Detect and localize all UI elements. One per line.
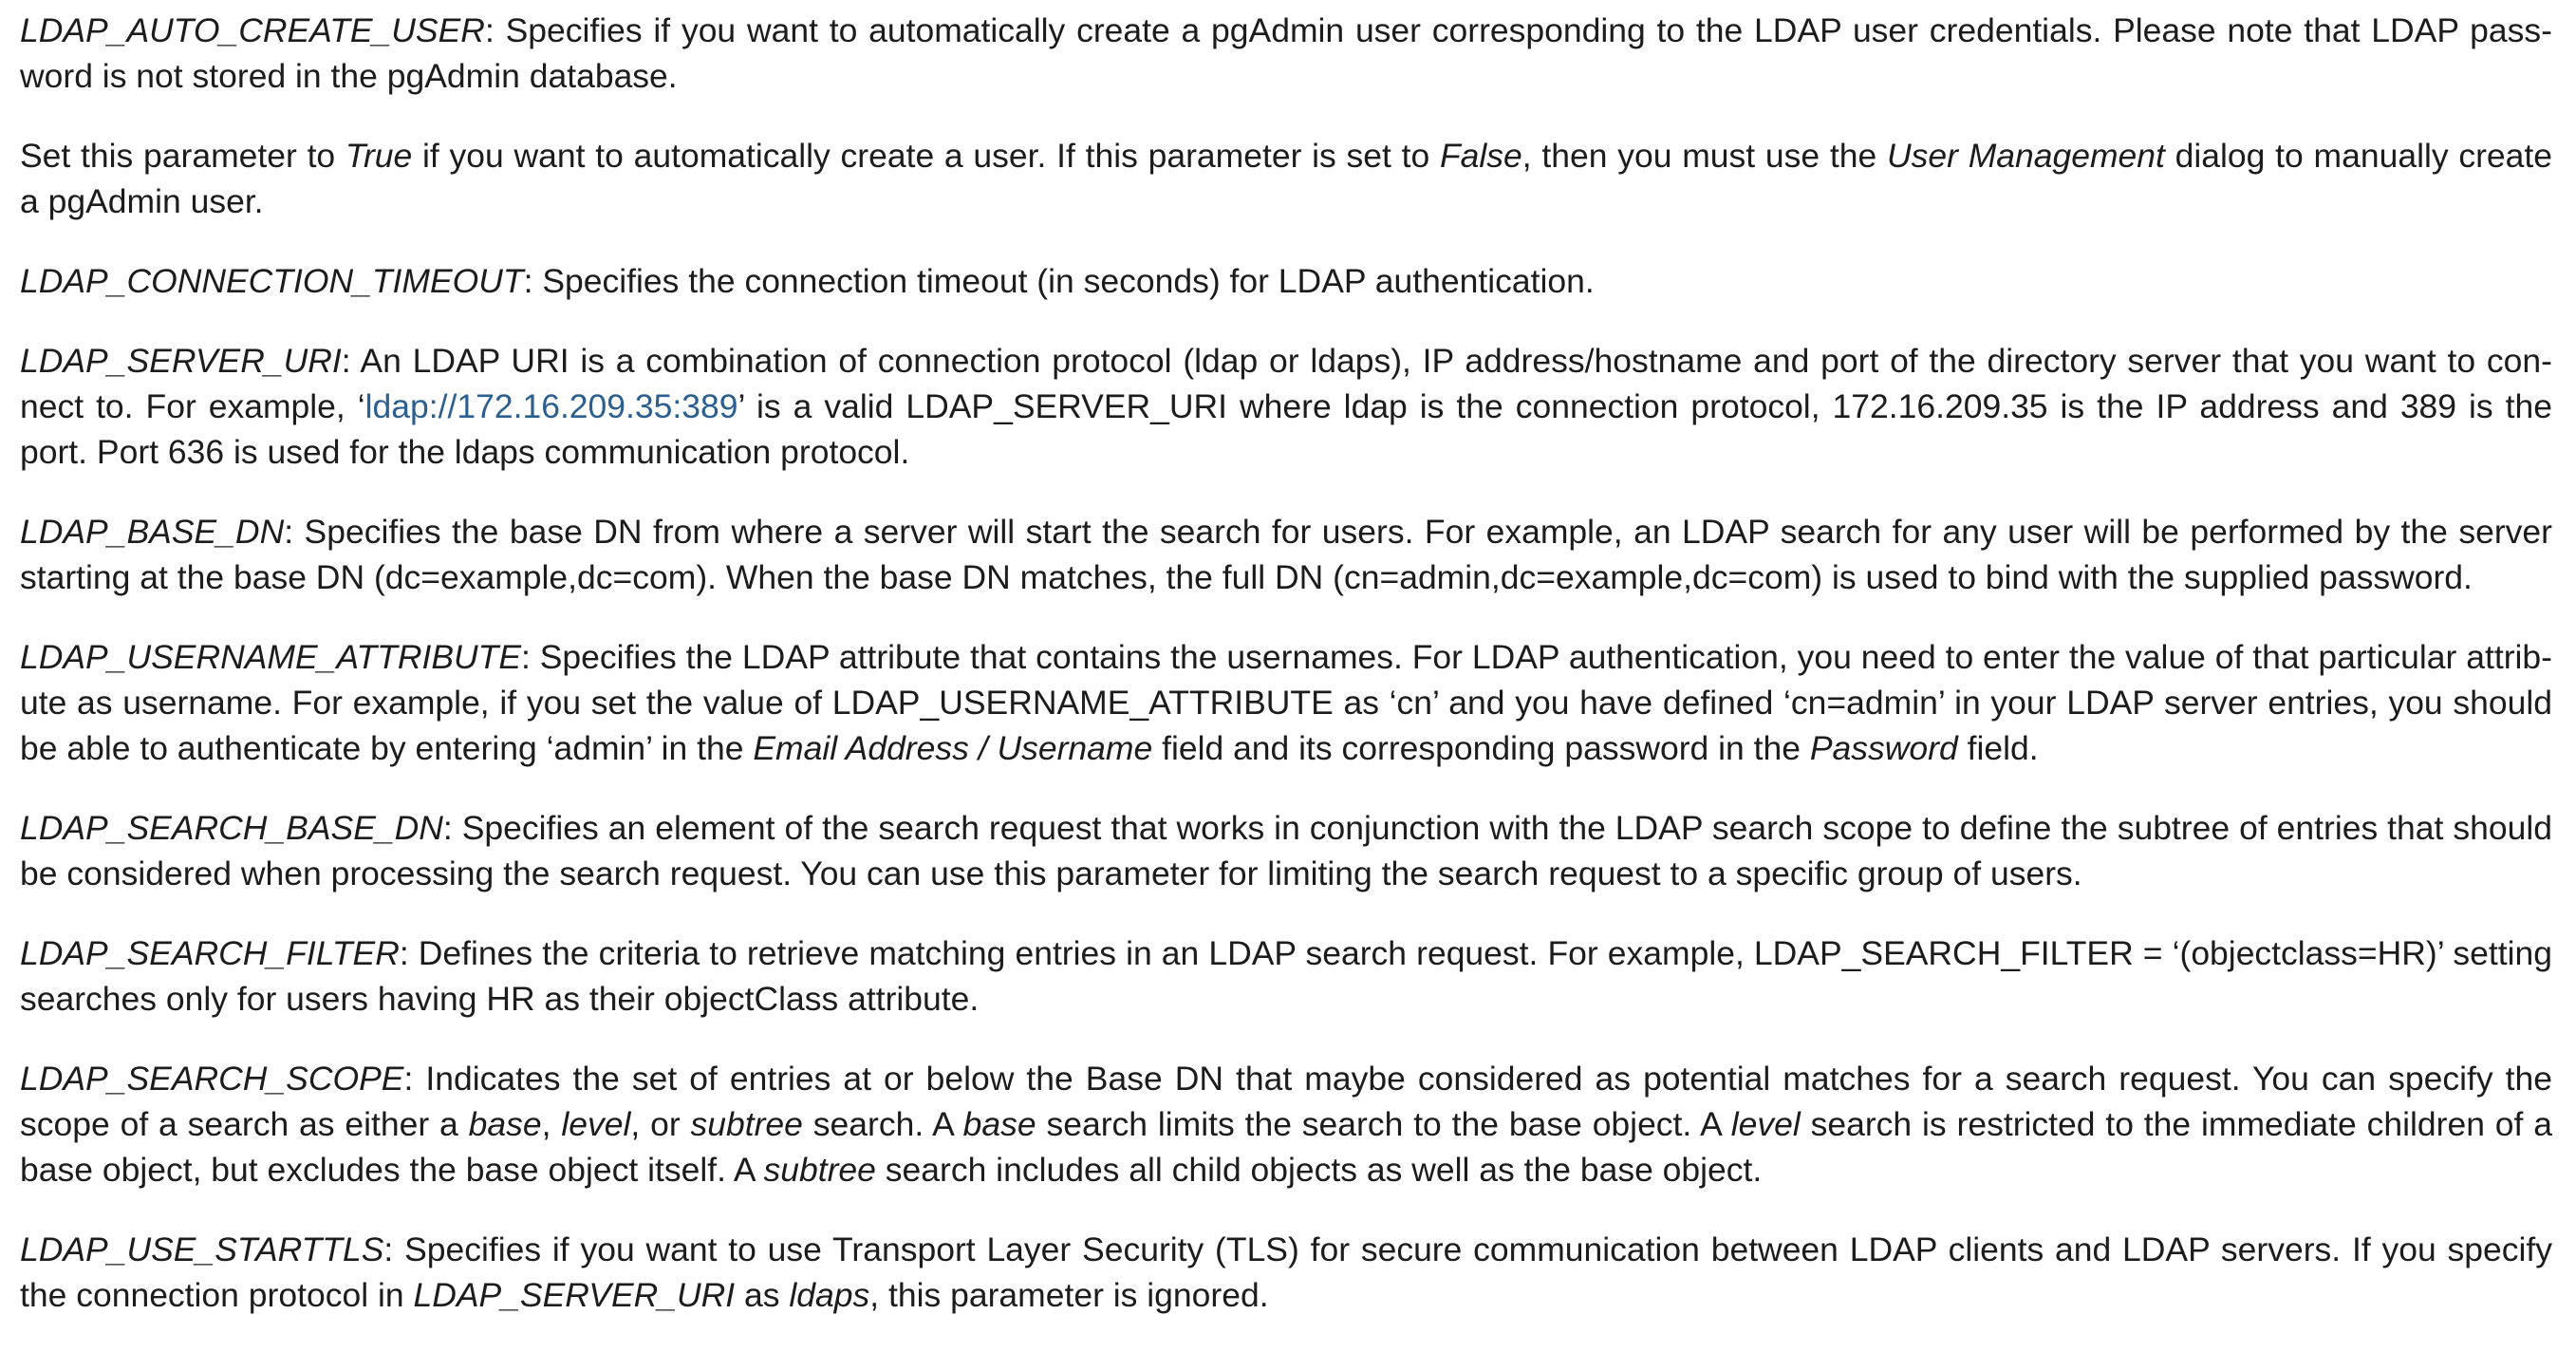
param-name: LDAP_BASE_DN (20, 513, 285, 551)
param-name: LDAP_AUTO_CREATE_USER (20, 11, 485, 49)
ldap-uri-link[interactable]: ldap://172.16.209.35:389 (364, 387, 738, 425)
text-segment: ’ is a valid LDAP_SERVER_URI where ldap is the connection protocol, 172.16.209.35 is the IP address and 389 is the port. Port 636 is used for the ldaps communication protocol. (20, 387, 2552, 471)
emphasis-subtree: subtree (763, 1151, 876, 1189)
text-segment: : Specifies if you want to use Transport Layer Security (TLS) for secure communication between LDAP clients and LDAP servers. If you specify the connection protocol in (20, 1230, 2552, 1314)
emphasis-level: level (561, 1105, 631, 1143)
param-name: LDAP_SEARCH_FILTER (20, 934, 400, 972)
text-segment: field. (1957, 729, 2039, 767)
text-segment: if you want to automatically create a user. If this parameter is set to (412, 137, 1440, 175)
text-segment: search includes all child objects as well as the base object. (875, 1151, 1763, 1189)
paragraph-ldap-auto-create-user (20, 8, 2552, 99)
emphasis-ldap-server-uri: LDAP_SERVER_URI (413, 1276, 736, 1314)
text-segment: as (735, 1276, 790, 1314)
paragraph-ldap-connection-timeout (20, 258, 2552, 304)
param-description: : Specifies the base DN from where a server will start the search for users. For example, an LDAP search for any user will be performed by the server starting at the base DN (dc=example,dc=com). When the base DN matches, the full DN (cn=admin,dc=example,dc=com) is used to bind with the supplied password. (20, 513, 2552, 596)
text-segment: , this parameter is ignored. (869, 1276, 1269, 1314)
param-description: : Specifies if you want to automatically create a pgAdmin user corresponding to the LDAP user credentials. Please note that LDAP password is not stored in the pgAdmin database. (20, 11, 2552, 95)
emphasis-true: True (345, 137, 413, 175)
emphasis-subtree: subtree (690, 1105, 803, 1143)
emphasis-ldaps: ldaps (789, 1276, 870, 1314)
emphasis-base: base (962, 1105, 1036, 1143)
text-segment: , (541, 1105, 562, 1143)
emphasis-user-management: User Management (1887, 137, 2165, 175)
text-segment: search limits the search to the base object. A (1036, 1105, 1731, 1143)
emphasis-level: level (1730, 1105, 1801, 1143)
text-segment: : An LDAP URI is a combination of connection protocol (ldap or ldaps), IP address/hostname and port of the directory server that you want to connect to. For example, ‘ (20, 342, 2552, 425)
param-name: LDAP_CONNECTION_TIMEOUT (20, 262, 524, 300)
text-segment: Set this parameter to (20, 137, 345, 175)
text-segment: , or (630, 1105, 691, 1143)
text-segment: search. A (802, 1105, 963, 1143)
param-description: : Specifies an element of the search request that works in conjunction with the LDAP search scope to define the subtree of entries that should be considered when processing the search request. You can use this parameter for limiting the search request to a specific group of users. (20, 809, 2552, 892)
paragraph-ldap-use-starttls (20, 1227, 2552, 1318)
paragraph-ldap-search-filter (20, 930, 2552, 1022)
paragraph-ldap-server-uri (20, 338, 2552, 475)
paragraph-ldap-search-scope (20, 1056, 2552, 1192)
param-name: LDAP_SEARCH_BASE_DN (20, 809, 443, 847)
text-segment: dialog to manually create a pgAdmin user. (20, 137, 2553, 220)
paragraph-ldap-username-attribute (20, 634, 2552, 771)
param-description: : Specifies the connection timeout (in seconds) for LDAP authentication. (523, 262, 1595, 300)
paragraph-set-parameter (20, 133, 2552, 224)
param-name: LDAP_USE_STARTTLS (20, 1230, 384, 1268)
emphasis-email-username: Email Address / Username (753, 729, 1153, 767)
paragraph-ldap-base-dn (20, 509, 2552, 600)
text-segment: : Indicates the set of entries at or below the Base DN that maybe considered as potential matches for a search request. You can specify the scope of a search as either a (20, 1060, 2552, 1143)
paragraph-ldap-search-base-dn (20, 805, 2552, 896)
param-description: : Defines the criteria to retrieve matching entries in an LDAP search request. For example, LDAP_SEARCH_FILTER = ‘(objectclass=HR)’ setting searches only for users having HR as their objectClass attribute. (20, 934, 2552, 1018)
text-segment: , then you must use the (1521, 137, 1887, 175)
emphasis-base: base (468, 1105, 542, 1143)
param-name: LDAP_USERNAME_ATTRIBUTE (20, 638, 522, 676)
text-segment: search is restricted to the immediate children of a base object, but excludes the base object itself. A (20, 1105, 2552, 1189)
param-name: LDAP_SERVER_URI (20, 342, 342, 380)
text-segment: : Specifies the LDAP attribute that contains the usernames. For LDAP authentication, you need to enter the value of that particular attribute as username. For example, if you set the value of LDAP_USERNAME_ATTRIBUTE as ‘cn’ and you have defined ‘cn=admin’ in your LDAP server entries, you should be able to authenticate by entering ‘admin’ in the (20, 638, 2552, 767)
emphasis-false: False (1439, 137, 1522, 175)
document-body (20, 8, 2552, 1352)
param-name: LDAP_SEARCH_SCOPE (20, 1060, 404, 1098)
emphasis-password: Password (1809, 729, 1958, 767)
text-segment: field and its corresponding password in the (1152, 729, 1810, 767)
